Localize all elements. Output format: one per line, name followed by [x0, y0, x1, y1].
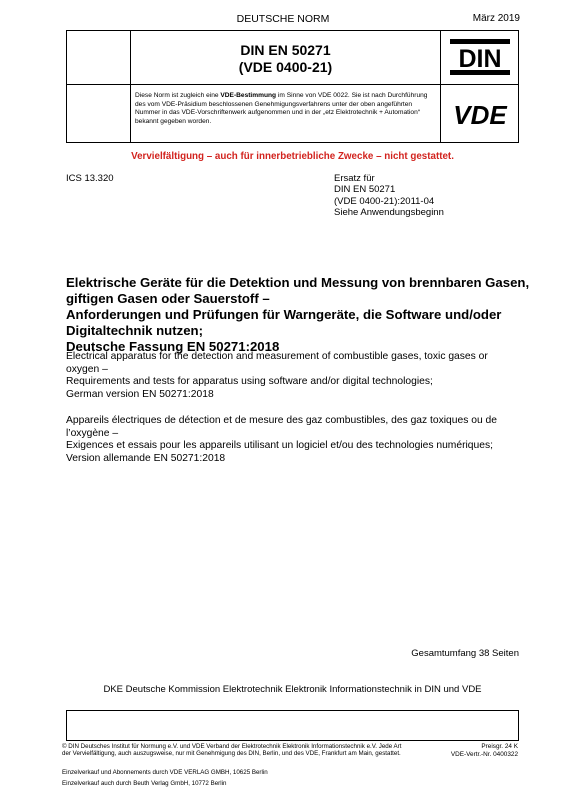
reproduction-warning: Vervielfältigung – auch für innerbetriebliche Zwecke – nicht gestattet. [131, 151, 454, 162]
intro-bold-term: VDE-Bestimmung [220, 92, 277, 99]
din-logo-icon [448, 37, 512, 77]
publication-date: März 2019 [472, 13, 520, 24]
replacement-line: (VDE 0400-21):2011-04 [334, 195, 435, 207]
title-french-line: l’oxygène – [66, 427, 119, 439]
title-english [66, 351, 526, 401]
title-german-line: Elektrische Geräte für die Detektion und Messung von brennbaren Gasen, [66, 275, 530, 290]
ics-code: ICS 13.320 [66, 173, 114, 184]
sales-info-beuth: Einzelverkauf auch durch Beuth Verlag GmbH, 10772 Berlin [62, 780, 227, 787]
vde-logo-text: VDE [453, 100, 507, 128]
vde-logo [441, 85, 519, 143]
title-french-line: Appareils électriques de détection et de mesure des gaz combustibles, des gaz toxiques ou de [66, 415, 498, 426]
vde-number: (VDE 0400-21) [238, 59, 333, 75]
norm-type-label: DEUTSCHE NORM [236, 13, 330, 25]
title-english-line: German version EN 50271:2018 [66, 388, 214, 400]
vde-regulation-note [135, 92, 435, 126]
intro-text-start: Diese Norm ist zugleich eine [135, 92, 221, 99]
total-pages: Gesamtumfang 38 Seiten [411, 648, 519, 659]
title-german-line: Digitaltechnik nutzen; [66, 323, 204, 338]
copyright-notice: © DIN Deutsches Institut für Normung e.V. und VDE Verband der Elektrotechnik Elektronik Informationstechnik e.V. Jede Art der Vervielfältigung, auch auszugsweise, nur mit Genehmigung des DIN, Berlin, und des VDE, Frankfurt am Main, gestattet. [62, 743, 402, 758]
replacement-line: Ersatz für [334, 173, 375, 184]
title-french [66, 415, 526, 465]
replacement-info [334, 173, 444, 219]
footer-frame [66, 710, 519, 740]
price-group: Preisgr. 24 K [481, 743, 518, 750]
title-english-line: Electrical apparatus for the detection and measurement of combustible gases, toxic gases or [66, 351, 488, 362]
sales-info-vde: Einzelverkauf und Abonnements durch VDE VERLAG GMBH, 10625 Berlin [62, 769, 268, 776]
committee-name: DKE Deutsche Kommission Elektrotechnik Elektronik Informationstechnik in DIN und VDE [103, 684, 482, 695]
title-french-line: Version allemande EN 50271:2018 [66, 452, 226, 464]
title-german [66, 275, 530, 355]
vde-order-number: VDE-Vertr.-Nr. 0400322 [450, 750, 518, 758]
title-french-line: Exigences et essais pour les appareils utilisant un logiciel et/ou des technologies numériques; [66, 440, 493, 452]
title-german-line: Anforderungen und Prüfungen für Warngeräte, die Software und/oder [66, 307, 502, 322]
vde-logo-icon [445, 100, 515, 128]
footer-rule [66, 740, 519, 741]
standard-number-block [131, 42, 440, 76]
din-logo [441, 30, 519, 84]
price-info [451, 743, 518, 759]
standard-number: DIN EN 50271 [240, 42, 331, 58]
title-german-line: giftigen Gasen oder Sauerstoff – [66, 291, 270, 306]
title-english-line: oxygen – [66, 363, 108, 375]
intro-text-end: im Sinne von VDE 0022. Sie ist nach Durchführung des vom VDE-Präsidium beschlossenen Genehmigungsverfahrens unter der oben angeführten Nummer in das VDE-Vorschriftenwerk aufgenommen und in der „etz Elektrotechnik + Automation“ bekannt gegeben worden. [135, 92, 428, 125]
replacement-line: Siehe Anwendungsbeginn [334, 207, 444, 219]
din-logo-text: DIN [458, 45, 502, 73]
title-english-line: Requirements and tests for apparatus using software and/or digital technologies; [66, 376, 433, 388]
title-german-line: Deutsche Fassung EN 50271:2018 [66, 339, 280, 354]
replacement-line: DIN EN 50271 [334, 184, 396, 196]
